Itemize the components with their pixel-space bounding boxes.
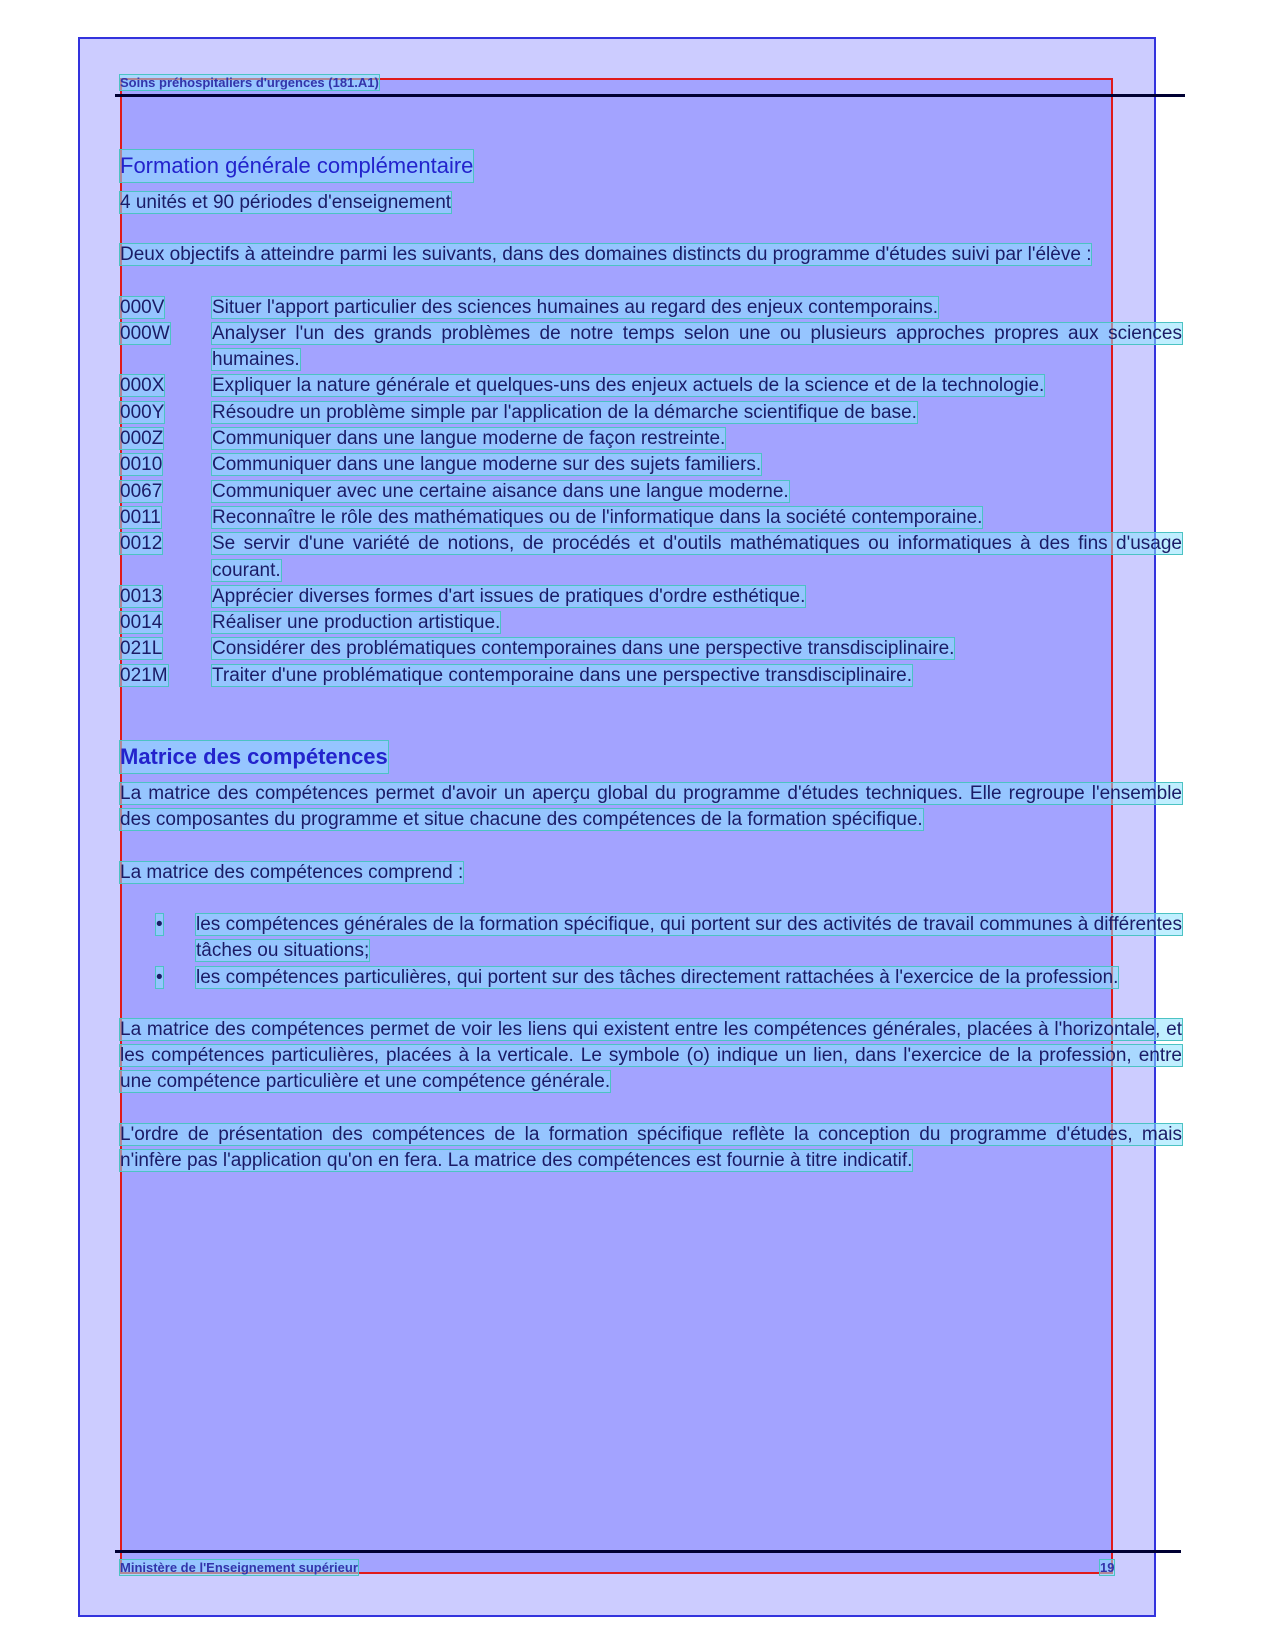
objective-text: Reconnaître le rôle des mathématiques ou de l'informatique dans la société contemporaine. — [212, 506, 983, 528]
bullet-text: les compétences générales de la formation spécifique, qui portent sur des activités de travail communes à différentes tâches ou situations; — [196, 913, 1182, 962]
objective-text: Communiquer dans une langue moderne sur des sujets familiers. — [212, 454, 762, 476]
objective-item — [120, 373, 1182, 399]
section-title-matrice: Matrice des compétences — [120, 741, 388, 773]
bullet-item — [120, 965, 1182, 991]
objective-text: Communiquer avec une certaine aisance dans une langue moderne. — [212, 480, 789, 502]
objective-text: Communiquer dans une langue moderne de façon restreinte. — [212, 428, 726, 450]
objective-code: 000Y — [120, 401, 165, 423]
objective-item — [120, 584, 1182, 610]
objective-code: 0013 — [120, 585, 163, 607]
section-subtitle: 4 unités et 90 périodes d'enseignement — [120, 192, 452, 213]
objective-item — [120, 426, 1182, 452]
matrice-paragraph-4: L'ordre de présentation des compétences de la formation spécifique reflète la conception du programme d'études, mais n'infère pas l'application qu'on en fera. La matrice des compétences est fournie à titre indicatif. — [120, 1123, 1182, 1172]
objective-item — [120, 295, 1182, 321]
objective-code: 000V — [120, 296, 165, 318]
objective-text: Considérer des problématiques contemporaines dans une perspective transdisciplinaire. — [212, 638, 955, 660]
objective-text: Situer l'apport particulier des sciences humaines au regard des enjeux contemporains. — [212, 296, 939, 318]
objective-text: Réaliser une production artistique. — [212, 612, 501, 634]
objective-code: 000Z — [120, 428, 164, 450]
objective-code: 021M — [120, 664, 168, 686]
bullet-icon: • — [156, 913, 163, 935]
objective-code: 0012 — [120, 533, 163, 555]
footer-rule — [115, 1550, 1181, 1553]
objective-item — [120, 531, 1182, 584]
objective-text: Expliquer la nature générale et quelques-uns des enjeux actuels de la science et de la technologie. — [212, 375, 1045, 397]
objective-item — [120, 479, 1182, 505]
objective-item — [120, 663, 1182, 689]
page-number: 19 — [1100, 1560, 1115, 1575]
objective-item — [120, 452, 1182, 478]
matrice-paragraph-2: La matrice des compétences comprend : — [120, 861, 464, 883]
objective-text: Analyser l'un des grands problèmes de notre temps selon une ou plusieurs approches propres aux sciences humaines. — [212, 322, 1182, 371]
objectives-list — [120, 295, 1182, 689]
bullets-list — [120, 912, 1182, 991]
objective-code: 0014 — [120, 612, 163, 634]
objective-item — [120, 505, 1182, 531]
footer-ministry: Ministère de l'Enseignement supérieur — [120, 1560, 358, 1575]
objective-code: 000W — [120, 322, 170, 344]
header-rule — [115, 94, 1185, 97]
section-title-formation: Formation générale complémentaire — [120, 150, 473, 182]
objective-text: Se servir d'une variété de notions, de procédés et d'outils mathématiques ou informatiques à des fins d'usage courant. — [212, 533, 1182, 581]
running-header: Soins préhospitaliers d'urgences (181.A1) — [120, 75, 379, 90]
objective-code: 0010 — [120, 454, 163, 476]
bullet-icon: • — [156, 966, 163, 988]
objective-code: 000X — [120, 375, 165, 397]
page-content — [120, 150, 1182, 1174]
objective-text: Traiter d'une problématique contemporaine dans une perspective transdisciplinaire. — [212, 664, 912, 686]
bullet-item — [120, 912, 1182, 965]
intro-paragraph: Deux objectifs à atteindre parmi les suivants, dans des domaines distincts du programme d'études suivi par l'élève : — [120, 244, 1092, 266]
objective-code: 0067 — [120, 480, 163, 502]
bullet-text: les compétences particulières, qui portent sur des tâches directement rattachées à l'exercice de la profession. — [196, 966, 1119, 988]
objective-item — [120, 400, 1182, 426]
matrice-paragraph-3: La matrice des compétences permet de voir les liens qui existent entre les compétences générales, placées à l'horizontale, et les compétences particulières, placées à la verticale. Le symbole (o) indique un lien, dans l'exercice de la profession, entre une compétence particulière et une compétence générale. — [120, 1018, 1182, 1093]
objective-item — [120, 321, 1182, 374]
objective-text: Résoudre un problème simple par l'application de la démarche scientifique de base. — [212, 401, 917, 423]
objective-code: 0011 — [120, 506, 161, 528]
objective-item — [120, 636, 1182, 662]
objective-item — [120, 610, 1182, 636]
objective-text: Apprécier diverses formes d'art issues de pratiques d'ordre esthétique. — [212, 585, 806, 607]
objective-code: 021L — [120, 638, 163, 660]
matrice-paragraph-1: La matrice des compétences permet d'avoir un aperçu global du programme d'études techniques. Elle regroupe l'ensemble des composantes du programme et situe chacune des compétences de la formation spécifique. — [120, 783, 1182, 831]
